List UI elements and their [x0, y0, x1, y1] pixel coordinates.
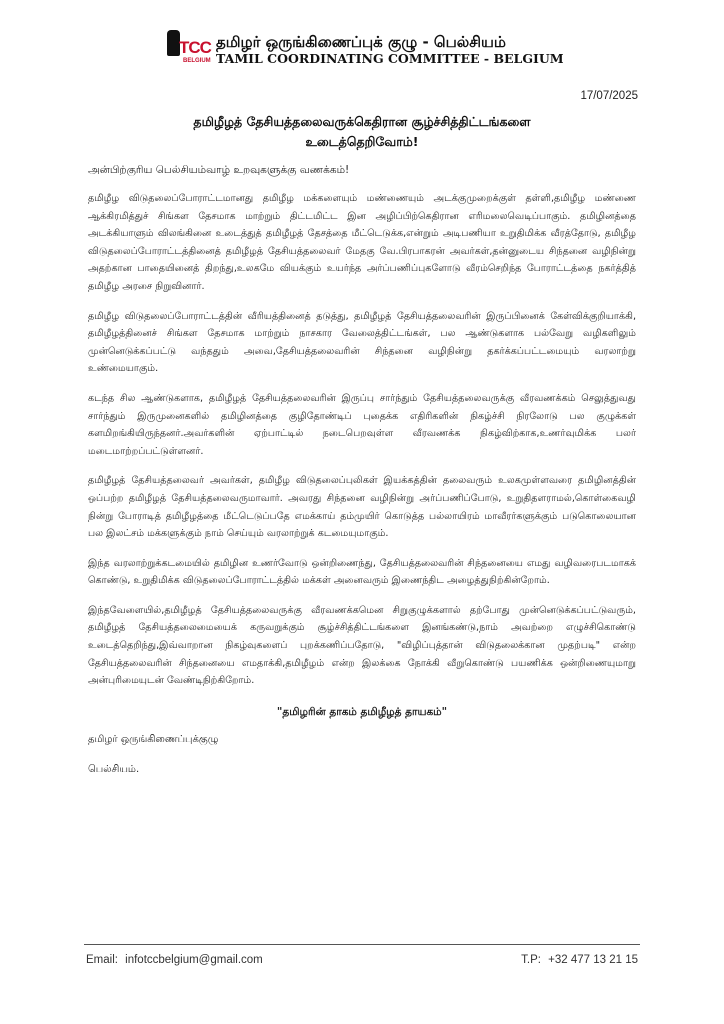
org-name-tamil: தமிழர் ஒருங்கிணைப்புக் குழு - பெல்சியம்: [216, 32, 506, 51]
signature-org: தமிழர் ஒருங்கிணைப்புக்குழு: [88, 733, 219, 745]
body-paragraph: தமிழீழத் தேசியத்தலைவர் அவர்கள், தமிழீழ விடுதலைப்புலிகள் இயக்கத்தின் தலைவரும் உலகமுள்ளவரை தமிழினத்தின் ஒப்பற்ற தமிழீழத் தேசியத்தலைவருமாவார். அவரது சிந்தனை வழிநின்று அர்ப்பணிப்போடு, உறுதிதளராமல்,கொள்கைவழி நின்று போராடித் தமிழீழத்தை மீட்டெடுப்பதே எமக்காய் தம்முயிர் கொடுத்த பல்லாயிரம் மாவீரர்களுக்கும் படுகொலையான பல இலட்சம் மக்களுக்கும் நாம் செய்யும் வரலாற்றுக் கடமையுமாகும்.: [88, 475, 636, 540]
footer-phone: [521, 954, 638, 966]
footer-divider: [84, 944, 640, 945]
signature-country: பெல்சியம்.: [88, 763, 140, 775]
letter-title: [88, 112, 636, 152]
email-label: Email:: [86, 954, 118, 966]
logo-subtext: BELGIUM: [183, 58, 211, 64]
logo-text: TCC: [179, 38, 211, 57]
title-line-1: தமிழீழத் தேசியத்தலைவருக்கெதிரான சூழ்ச்சித்திட்டங்களை: [193, 114, 531, 129]
letterhead: [164, 30, 584, 70]
letter-body: [88, 162, 636, 791]
body-paragraph: தமிழீழ விடுதலைப்போராட்டத்தின் வீரியத்தினைத் தடுத்து, தமிழீழத் தேசியத்தலைவரின் இருப்பினைக் கேள்விக்குறியாக்கி, தமிழீழத்தினைச் சிங்கள தேசமாக மாற்றும் நாசகார வேலைத்திட்டங்கள், பல ஆண்டுகளாக பல்வேறு வழிகளிலும் முன்னெடுக்கப்பட்டு வந்ததும் அவை,தேசியத்தலைவரின் சிந்தனை வழிநின்று தகர்க்கப்பட்டமையும் வரலாற்று உண்மையாகும்.: [88, 310, 636, 375]
org-name-english: TAMIL COORDINATING COMMITTEE - BELGIUM: [216, 51, 564, 67]
body-paragraph: இந்தவேளையில்,தமிழீழத் தேசியத்தலைவருக்கு வீரவணக்கமென சிறுகுழுக்களால் தற்போது முன்னெடுக்கப்பட்டுவரும், தமிழீழத் தேசியத்தலைமையைக் கருவறுக்கும் சூழ்ச்சித்திட்டங்களை இனங்கண்டு,நாம் அவற்றை எழுச்சிகொண்டு உடைத்தெறிந்து,இவ்வாறான நிகழ்வுகளைப் புறக்கணிப்பதோடு, "விழிப்புத்தான் விடுதலைக்கான முதற்படி" என்ற தேசியத்தலைவரின் சிந்தனையை எமதாக்கி,தமிழீழம் என்ற இலக்கை நோக்கி வீறுகொண்டு பயணிக்க ஒன்றிணையுமாறு அன்புரிமையுடன் வேண்டிநிற்கிறோம்.: [88, 604, 636, 687]
body-paragraph: இந்த வரலாற்றுக்கடமையில் தமிழின உணர்வோடு ஒன்றிணைந்து, தேசியத்தலைவரின் சிந்தனையை எமது வழிவரைபடமாகக் கொண்டு, உறுதிமிக்க விடுதலைப்போராட்டத்தில் மக்கள் அனைவரும் இணைந்திட அழைத்துநிற்கின்றோம்.: [88, 557, 636, 587]
letter-date: 17/07/2025: [580, 90, 638, 102]
phone-label: T.P:: [521, 954, 541, 966]
email-address[interactable]: infotccbelgium@gmail.com: [125, 954, 263, 966]
body-paragraph: தமிழீழ விடுதலைப்போராட்டமானது தமிழீழ மக்களையும் மண்ணையும் அடக்குமுறைக்குள் தள்ளி,தமிழீழ மண்ணை ஆக்கிரமித்துச் சிங்கள தேசமாக மாற்றும் திட்டமிட்ட இன அழிப்பிற்கெதிரான எரிமலைவெடிப்பாகும். தமிழினத்தை அடக்கியாளும் விலங்கினை உடைத்துத் தமிழீழத் தேசத்தை மீட்டெடுக்க,என்றும் அடிபணியா உறுதிமிக்க வீரத்தோடு, தமிழீழ விடுதலைப்போராட்டத்தினைத் தமிழீழத் தேசியத்தலைவர் மேதகு வே.பிரபாகரன் அவர்கள்,தன்னுடைய சிந்தனை வழிநின்று அதற்கான பாதையினைத் திறந்து,உலகமே வியக்கும் உயர்ந்த அர்ப்பணிப்புகளோடு வீரம்செறிந்த போராட்டத்தை நகர்த்தித் தமிழீழ அரசை நிறுவினார்.: [88, 193, 636, 292]
footer: [86, 954, 638, 966]
title-line-2: உடைத்தெறிவோம்!: [305, 134, 419, 149]
body-paragraph: கடந்த சில ஆண்டுகளாக, தமிழீழத் தேசியத்தலைவரின் இருப்பு சார்ந்தும் தேசியத்தலைவருக்கு வீரவணக்கம் செலுத்துவது சார்ந்தும் இருமுனைகளில் தமிழினத்தை குழிதோண்டிப் புதைக்க எதிரிகளின் நிகழ்ச்சி நிரலோடு பல குழுக்கள் களமிறங்கியிருந்தனர்.அவர்களின் ஏற்பாட்டில் நடைபெறவுள்ள வீரவணக்க நிகழ்விற்காக,உணர்வுமிக்க பலர் மடைமாற்றப்பட்டுள்ளனர்.: [88, 392, 636, 457]
salutation: அன்பிற்குரிய பெல்சியம்வாழ் உறவுகளுக்கு வணக்கம்!: [88, 164, 350, 176]
tcc-logo: [164, 30, 210, 70]
slogan: "தமிழரின் தாகம் தமிழீழத் தாயகம்": [276, 705, 448, 718]
phone-number[interactable]: +32 477 13 21 15: [548, 954, 638, 966]
footer-email: [86, 954, 263, 966]
organization-name: [216, 34, 564, 66]
